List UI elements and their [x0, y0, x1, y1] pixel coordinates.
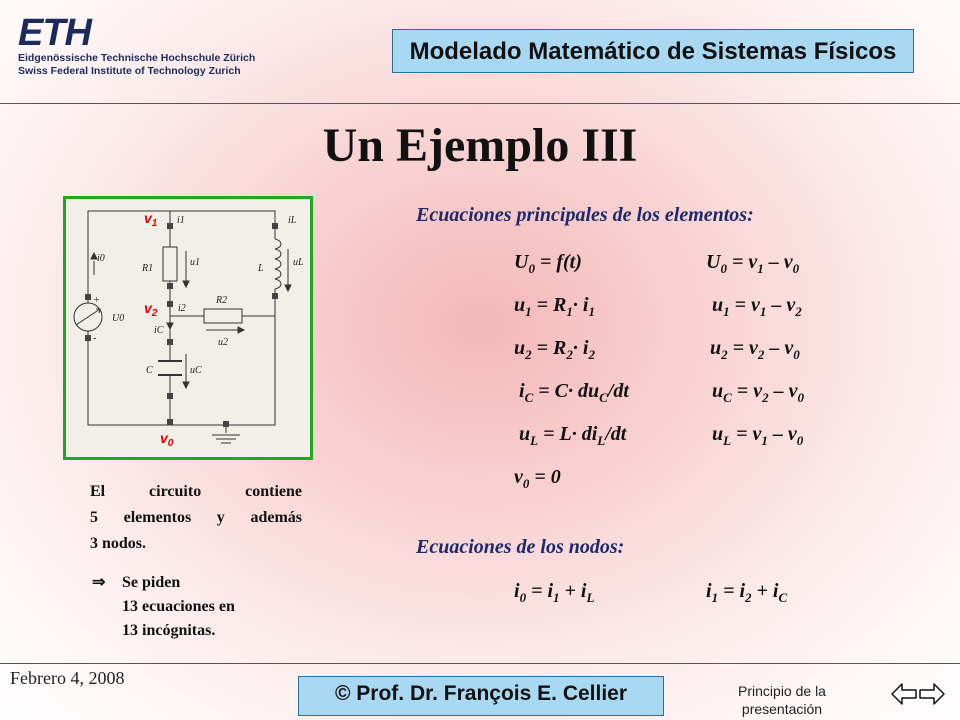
equation-l-voltage: $u_L = v_1 - v_0$: [712, 423, 804, 448]
voltage-source-symbol: [74, 303, 102, 331]
author-credit: © Prof. Dr. François E. Cellier: [334, 682, 628, 705]
node-equations-heading: Ecuaciones de los nodos:: [416, 536, 625, 558]
equation-c-voltage: $u_C = v_2 - v_0$: [712, 380, 804, 405]
description-line-3: 3 nodos.: [90, 535, 147, 552]
equation-source-law: $U_0 = f(t)$: [514, 251, 582, 276]
circuit-diagram: [63, 196, 313, 460]
equation-r1-voltage: $u_1 = v_1 - v_2$: [712, 294, 802, 319]
equation-c-law: $i_C = C\cdot du_C/dt$: [519, 380, 629, 405]
home-link[interactable]: Principio de la presentación: [738, 683, 826, 717]
footer-date: Febrero 4, 2008: [10, 668, 125, 688]
implies-arrow-icon: ⇒: [92, 574, 106, 591]
label-minus: -: [93, 333, 97, 344]
label-r1: R1: [142, 263, 154, 274]
label-plus: +: [93, 295, 100, 306]
description-line-2: 5 elementos y además: [90, 509, 302, 526]
label-i1: i1: [177, 215, 185, 226]
elements-equations-heading: Ecuaciones principales de los elementos:: [416, 204, 754, 226]
label-u1: u1: [190, 257, 200, 268]
ask-line-1: Se piden: [122, 574, 181, 591]
description-line-1: El circuito contiene: [90, 483, 302, 500]
label-iL: iL: [288, 215, 297, 226]
label-i2: i2: [178, 303, 186, 314]
capacitor-symbol: [158, 361, 182, 375]
equation-r2-voltage: $u_2 = v_2 - v_0$: [710, 337, 800, 362]
ask-line-3: 13 incógnitas.: [122, 622, 216, 639]
equation-node-2: $i_1 = i_2 + i_C$: [706, 580, 788, 605]
ground-symbol: [212, 425, 240, 443]
label-ic: iC: [154, 325, 164, 336]
label-r2: R2: [216, 295, 228, 306]
equation-node-1: $i_0 = i_1 + i_L$: [514, 580, 595, 605]
label-uc: uC: [190, 365, 202, 376]
course-title: Modelado Matemático de Sistemas Físicos: [409, 38, 897, 65]
eth-logo: [18, 14, 258, 84]
eth-logo-line-1: Eidgenössische Technische Hochschule Zürich: [18, 52, 256, 64]
resistor-r2-symbol: [204, 309, 242, 323]
equation-r2-law: $u_2 = R_2\cdot i_2$: [514, 337, 595, 362]
slide-title: Un Ejemplo III: [322, 119, 638, 172]
equation-l-law: $u_L = L\cdot di_L/dt$: [519, 423, 627, 448]
label-u2: u2: [218, 337, 228, 348]
node-label-v1: $v_1$: [144, 210, 158, 229]
inductor-symbol: [268, 239, 282, 289]
eth-logo-mark: ETH: [18, 12, 91, 54]
forward-arrow-icon[interactable]: [918, 682, 946, 706]
resistor-r1-symbol: [163, 247, 177, 281]
eth-logo-line-2: Swiss Federal Institute of Technology Zurich: [18, 65, 241, 77]
header-divider: [0, 103, 960, 104]
label-c: C: [146, 365, 153, 376]
equation-r1-law: $u_1 = R_1\cdot i_1$: [514, 294, 595, 319]
equation-source-voltage: $U_0 = v_1 - v_0$: [706, 251, 800, 276]
back-arrow-icon[interactable]: [890, 682, 918, 706]
label-i0: i0: [97, 253, 105, 264]
label-ul: uL: [293, 257, 304, 268]
equation-ground: $v_0 = 0$: [514, 466, 561, 491]
label-u0: U0: [112, 313, 125, 324]
footer-divider: [0, 663, 960, 664]
node-label-v0: $v_0$: [160, 430, 174, 449]
label-l: L: [258, 263, 264, 274]
ask-line-2: 13 ecuaciones en: [122, 598, 235, 615]
node-label-v2: $v_2$: [144, 300, 158, 319]
